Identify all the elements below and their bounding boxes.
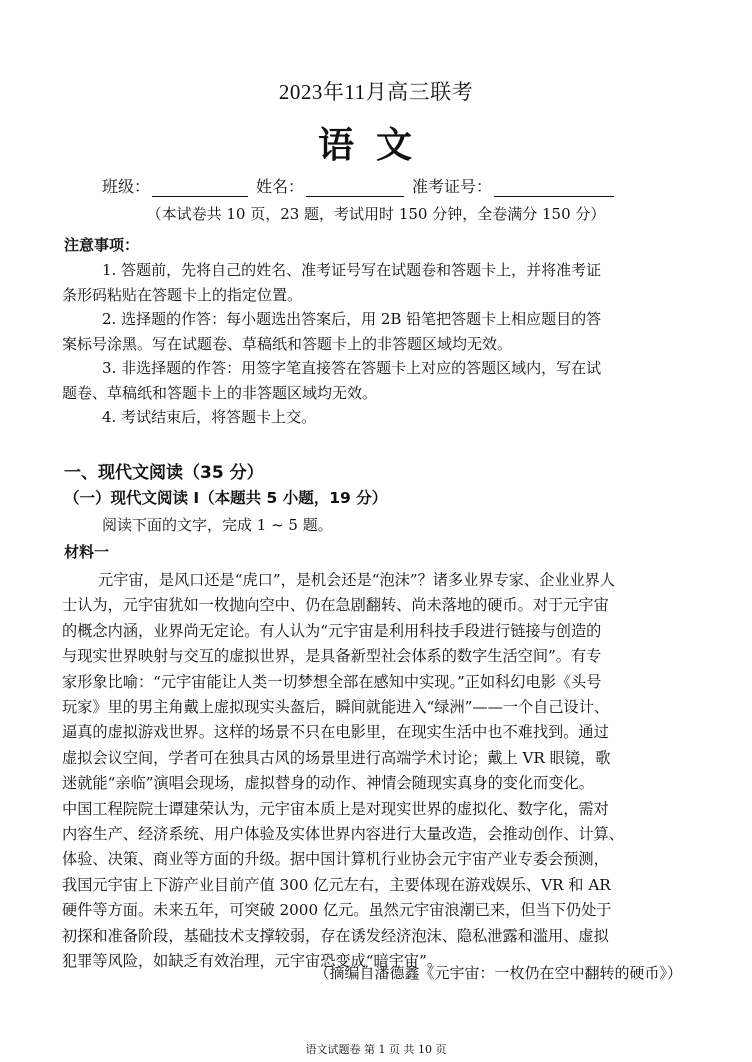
material-label: 材料一 [64,543,110,561]
section-heading: 一、现代文阅读（35 分） [64,463,264,483]
notice-item-2 [62,307,690,356]
subject-title: 语文 [317,124,434,166]
notice-item-line: 3. 非选择题的作答：用签字笔直接答在答题卡上对应的答题区域内，写在试 [102,359,602,377]
notice-item-line: 案标号涂黑。写在试题卷、草稿纸和答题卡上的非答题区域均无效。 [62,334,513,353]
notice-heading: 注意事项： [64,236,140,254]
notice-item-line: 题卷、草稿纸和答题卡上的非答题区域均无效。 [62,383,378,402]
body-line: 虚拟会议空间，学者可在独具古风的场景里进行高端学术讨论；戴上 VR 眼镜，歌 [62,748,611,767]
exam-title: 2023年11月高三联考 [278,80,474,104]
exam-note: （本试卷共 10 页，23 题，考试用时 150 分钟，全卷满分 150 分） [146,205,606,223]
class-blank [152,180,248,197]
page-footer: 语文试题卷 第 1 页 共 10 页 [305,1043,447,1056]
body-line: 中国工程院院士谭建荣认为，元宇宙本质上是对现实世界的虚拟化、数字化，需对 [62,799,609,818]
body-line: 元宇宙，是风口还是“虎口”，是机会还是“泡沫”？诸多业界专家、企业业界人 [98,571,616,589]
body-line: 初探和准备阶段，基础技术支撑较弱，存在诱发经济泡沫、隐私泄露和滥用、虚拟 [62,926,609,945]
body-line: 我国元宇宙上下游产业目前产值 300 亿元左右，主要体现在游戏娱乐、VR 和 AR [62,875,611,894]
body-line: 迷就能“亲临”演唱会现场，虚拟替身的动作、神情会随现实真身的变化而变化。 [62,774,594,793]
notice-item-line: 2. 选择题的作答：每小题选出答案后，用 2B 铅笔把答题卡上相应题目的答 [102,310,602,328]
class-label: 班级： [102,177,151,196]
id-label: 准考证号： [412,177,493,196]
source-citation: （摘编自潘德鑫《元宇宙：一枚仍在空中翻转的硬币》） [314,964,682,982]
name-label: 姓名： [256,177,305,196]
notice-item-line: 条形码粘贴在答题卡上的指定位置。 [62,285,303,304]
body-line: 家形象比喻：“元宇宙能让人类一切梦想全部在感知中实现。”正如科幻电影《头号 [62,672,602,691]
body-line: 与现实世界映射与交互的虚拟世界，是具备新型社会体系的数字生活空间”。有专 [62,647,602,666]
id-blank [494,180,614,197]
body-line: 的概念内涵，业界尚无定论。有人认为“元宇宙是利用科技手段进行链接与创造的 [62,621,602,640]
body-line: 内容生产、经济系统、用户体验及实体世界内容进行大量改造，会推动创作、计算、 [62,825,624,844]
notice-item-3 [62,356,690,405]
name-blank [306,180,404,197]
body-line: 士认为，元宇宙犹如一枚抛向空中、仍在急剧翻转、尚未落地的硬币。对于元宇宙 [62,596,609,615]
student-info-row [102,174,622,197]
body-line: 硬件等方面。未来五年，可突破 2000 亿元。虽然元宇宙浪潮已来，但当下仍处于 [62,901,612,920]
body-line: 体验、决策、商业等方面的升级。据中国计算机行业协会元宇宙产业专委会预测， [62,850,609,869]
body-line: 玩家》里的男主角戴上虚拟现实头盔后，瞬间就能进入“绿洲”——一个自己设计、 [62,698,610,717]
notice-item-line: 1. 答题前，先将自己的姓名、准考证号写在试题卷和答题卡上，并将准考证 [102,261,602,279]
notice-item-1 [62,258,690,307]
subsection-heading: （一）现代文阅读 I（本题共 5 小题，19 分） [64,489,388,507]
notice-item-line: 4. 考试结束后，将答题卡上交。 [102,408,317,426]
notice-item-4 [62,405,690,430]
body-line: 逼真的虚拟游戏世界。这样的场景不只在电影里，在现实生活中也不难找到。通过 [62,723,609,742]
reading-instruction: 阅读下面的文字，完成 1 ~ 5 题。 [102,516,333,534]
body-line: 犯罪等风险，如缺乏有效治理，元宇宙恐变成“暗宇宙”。 [62,952,443,971]
material-body [62,568,690,975]
